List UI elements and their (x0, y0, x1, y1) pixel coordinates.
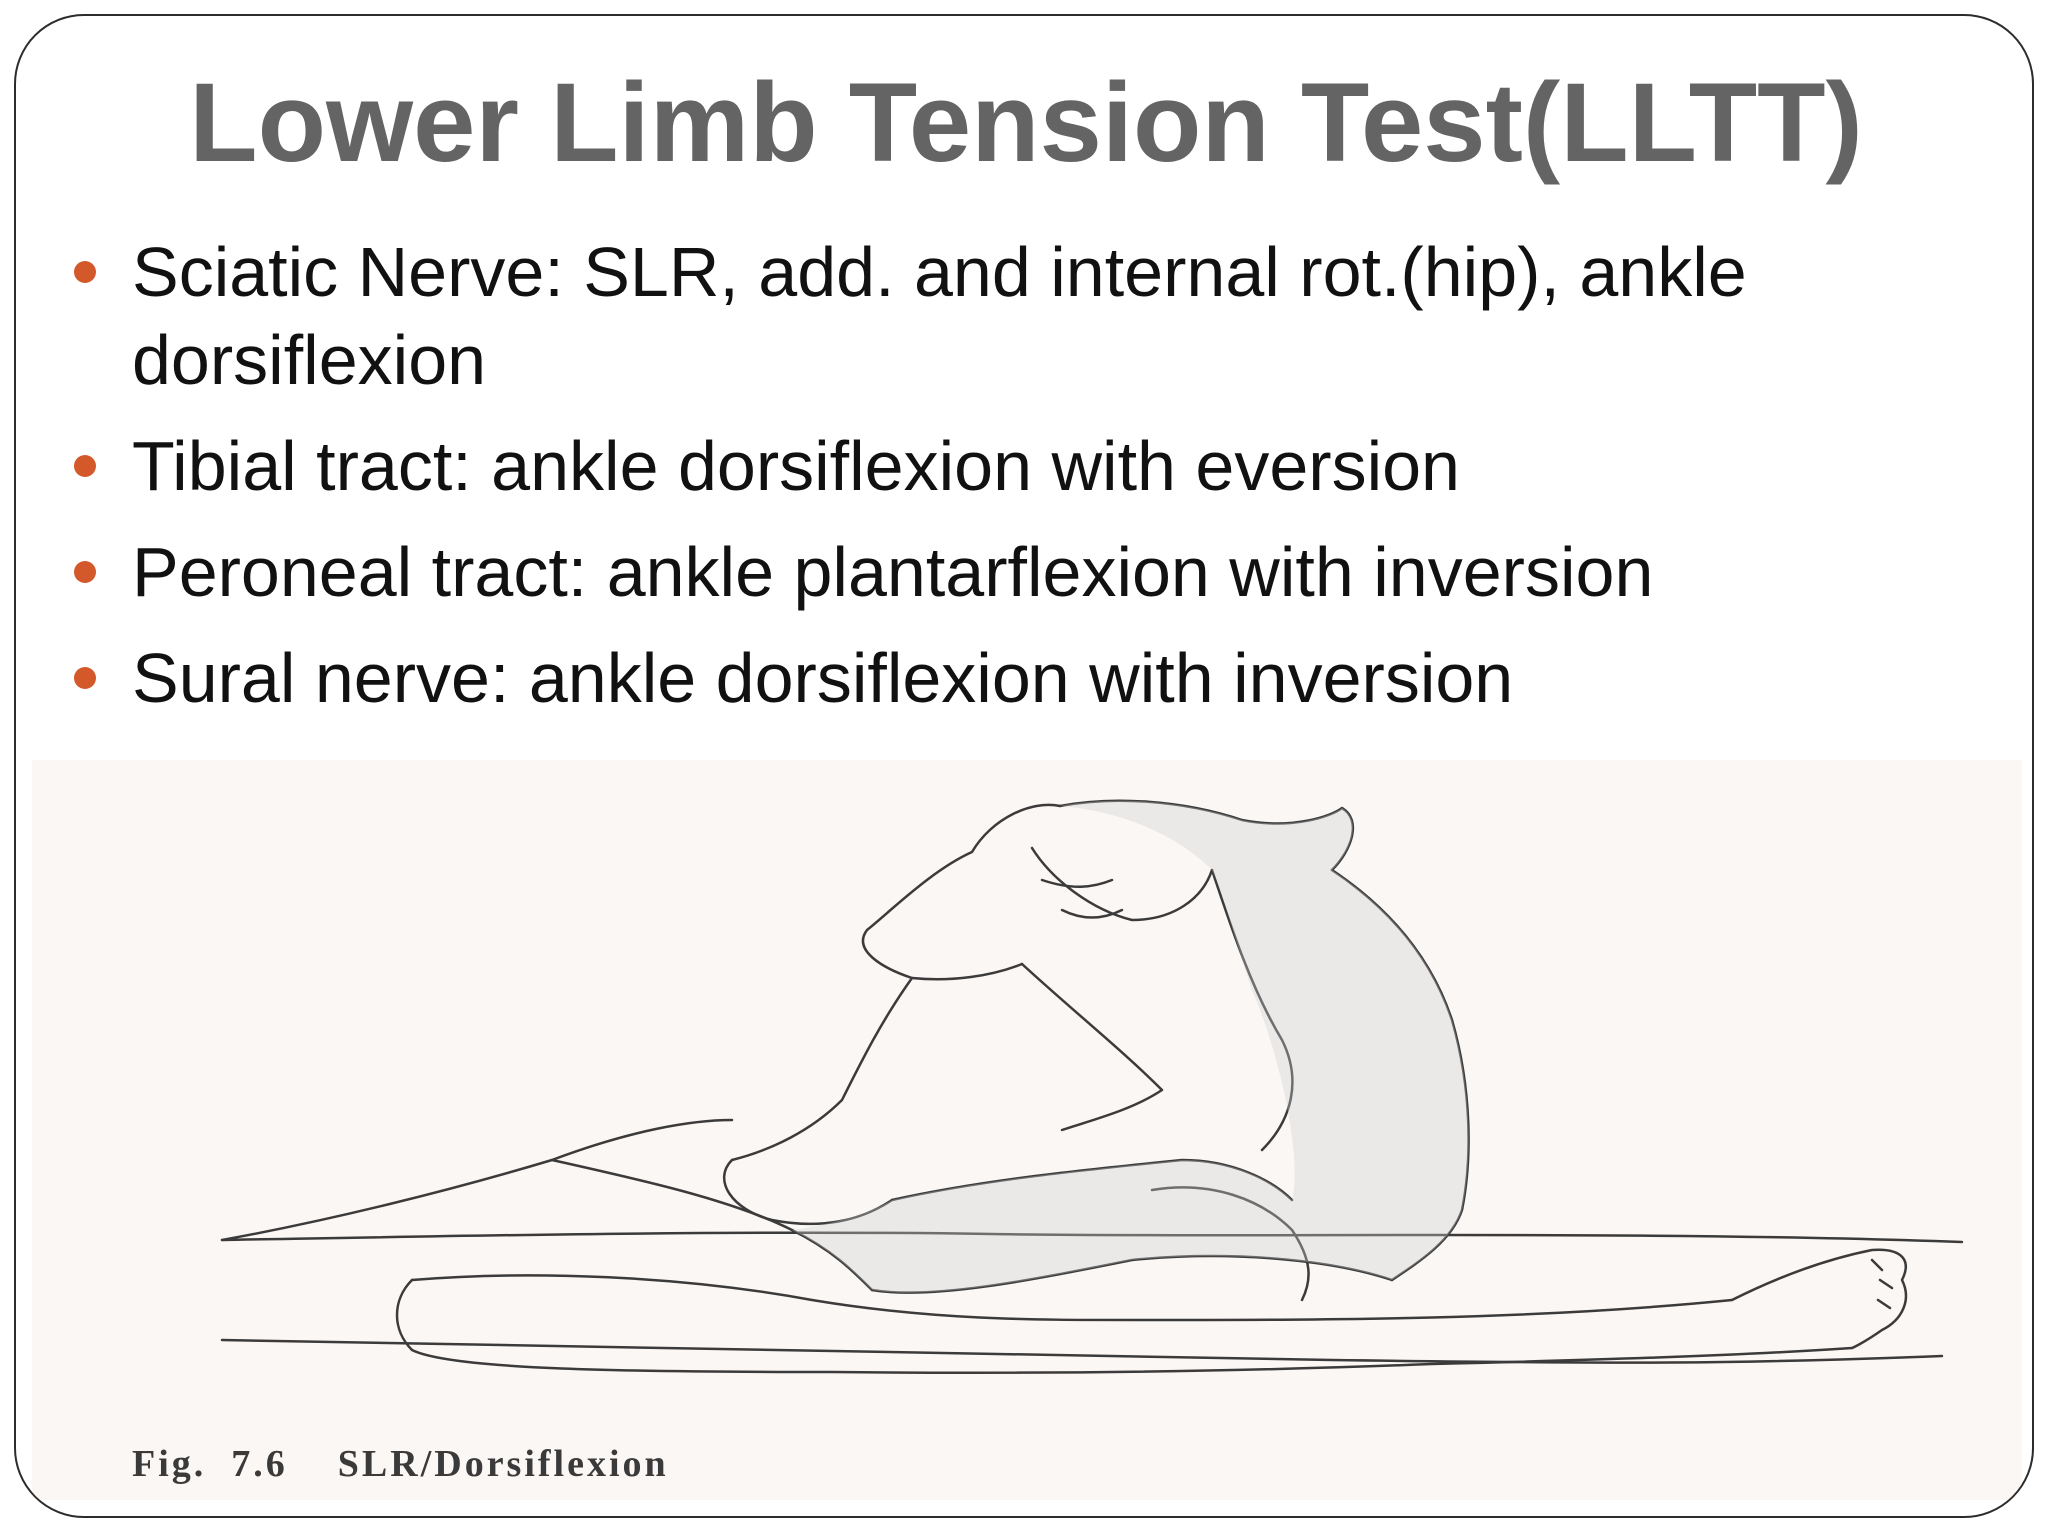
raised-leg-top (222, 1120, 732, 1240)
bullet-item (64, 422, 1964, 510)
figure-caption: Fig. 7.6 SLR/Dorsiflexion (132, 1443, 669, 1485)
bullet-dot-icon (74, 561, 96, 583)
slr-figure (32, 760, 2022, 1500)
floor-line-lower (222, 1340, 1942, 1363)
upper-arm (732, 978, 912, 1160)
bullet-dot-icon (74, 455, 96, 477)
extended-leg-outline (397, 1280, 1852, 1373)
slide-frame (14, 14, 2034, 1518)
forearm (1022, 964, 1162, 1130)
bullet-text: Peroneal tract: ankle plantarflexion with inversion (132, 533, 1654, 611)
bullet-item (64, 634, 1964, 722)
toes (1872, 1260, 1892, 1308)
head-outline (863, 805, 1060, 979)
extended-leg-top (412, 1275, 1732, 1320)
slr-dorsiflexion-illustration (32, 760, 2022, 1500)
slide-title: Lower Limb Tension Test(LLTT) (189, 60, 1863, 185)
bullet-item (64, 528, 1964, 616)
bullet-dot-icon (74, 261, 96, 283)
bullet-dot-icon (74, 667, 96, 689)
bullet-item (64, 228, 1964, 404)
bullet-list (64, 228, 1964, 740)
bullet-text: Sciatic Nerve: SLR, add. and internal rot.(hip), ankle dorsiflexion (132, 233, 1747, 399)
foot-outline (1732, 1250, 1906, 1348)
figure-shading (792, 801, 1469, 1293)
bullet-text: Sural nerve: ankle dorsiflexion with inversion (132, 639, 1514, 717)
bullet-text: Tibial tract: ankle dorsiflexion with eversion (132, 427, 1460, 505)
